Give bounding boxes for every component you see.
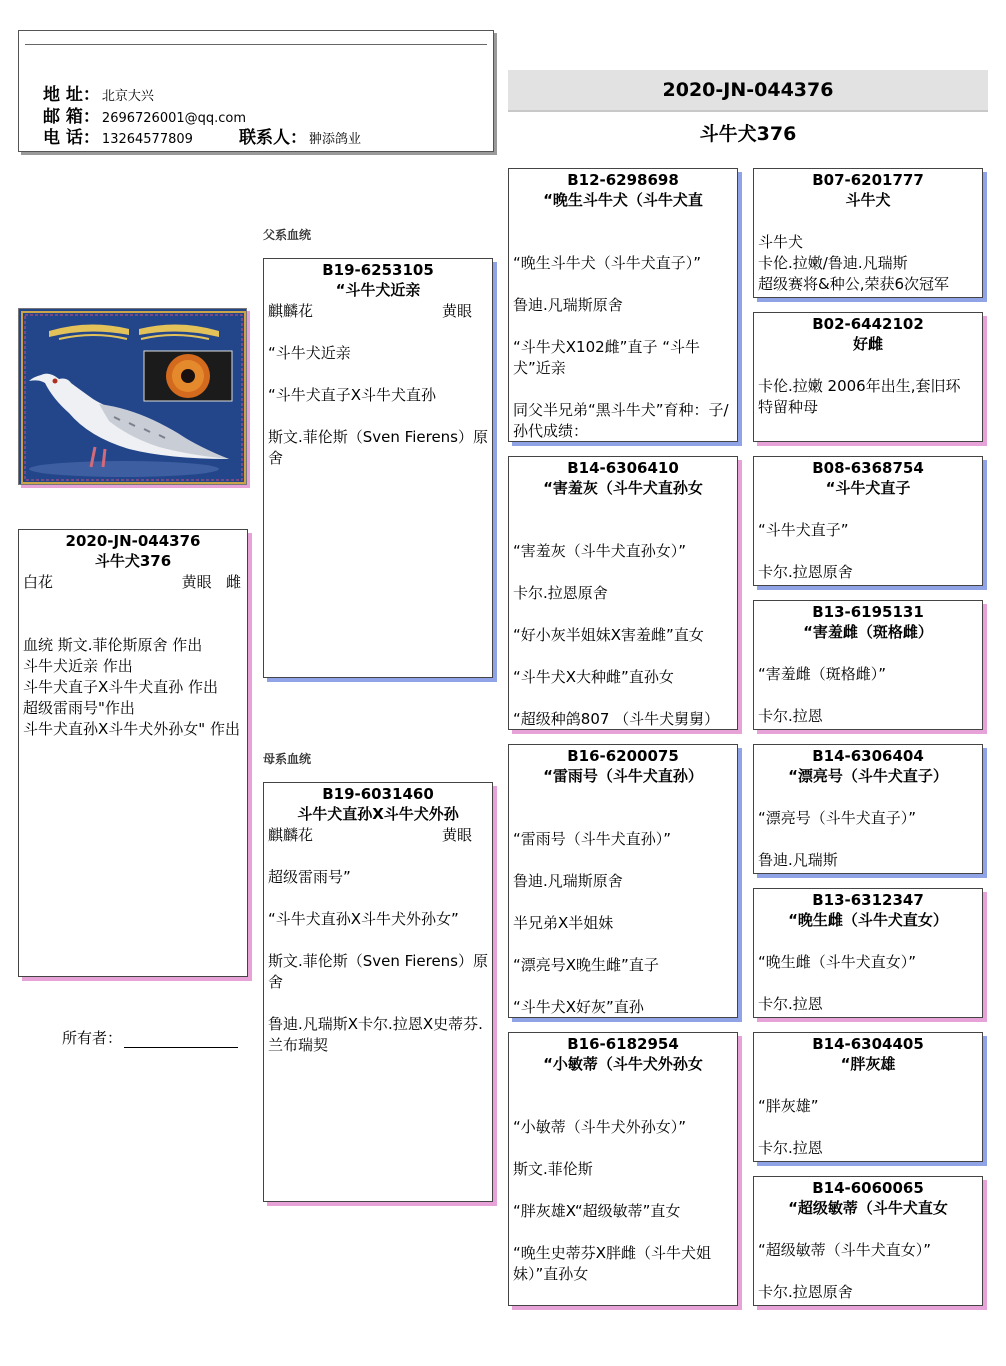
grandparent-card-1: [508, 168, 738, 442]
ggp3-line: 卡尔.拉恩原舍: [758, 563, 853, 581]
ggp1-ring: B07-6201777: [812, 171, 924, 189]
ggp2-line: 特留种母: [758, 398, 819, 416]
gp3-line: 鲁迪.凡瑞斯原舍: [513, 872, 623, 890]
email-row: [43, 107, 246, 129]
phone-label: 电 话：: [43, 128, 100, 148]
sire-line: “斗牛犬直子X斗牛犬直孙: [268, 386, 437, 404]
contact-person-label: 联系人：: [239, 128, 308, 148]
pigeon-photo: [18, 308, 247, 485]
owner-field: [62, 1028, 238, 1048]
ggp5-line: “漂亮号（斗牛犬直子）”: [758, 809, 917, 827]
ggp8-name: “超级敏蒂（斗牛犬直女: [788, 1199, 948, 1217]
ggp2-name: 好雌: [852, 335, 883, 353]
gp2-line: “好小灰半姐妹X害羞雌”直女: [513, 626, 704, 644]
subject-line: 斗牛犬直孙X斗牛犬外孙女" 作出: [23, 720, 240, 738]
sire-name: “斗牛犬近亲: [335, 281, 421, 299]
gp2-line: “超级种鸽807 （斗牛犬舅舅）: [513, 710, 720, 728]
ggp7-name: “胖灰雄: [840, 1055, 896, 1073]
ggp3-name: “斗牛犬直子: [825, 479, 911, 497]
ggp1-line: 卡伦.拉嫩/鲁迪.凡瑞斯: [758, 254, 908, 272]
subject-color: 白花: [23, 573, 54, 591]
gp3-name: “雷雨号（斗牛犬直孙）: [543, 767, 703, 785]
great-grandparent-card-5: [753, 744, 983, 874]
great-grandparent-card-4: [753, 600, 983, 730]
ggp7-line: “胖灰雄”: [758, 1097, 819, 1115]
owner-signature-line[interactable]: [124, 1033, 238, 1048]
dam-card: [263, 782, 493, 1202]
ggp5-line: 鲁迪.凡瑞斯: [758, 851, 838, 869]
dam-line: 超级雷雨号”: [268, 868, 351, 886]
ggp6-ring: B13-6312347: [812, 891, 924, 909]
gp3-line: “漂亮号X晚生雌”直子: [513, 956, 659, 974]
ggp1-line: 超级赛将&种公,荣获6次冠军: [758, 275, 950, 293]
ggp4-ring: B13-6195131: [812, 603, 924, 621]
gp2-ring: B14-6306410: [567, 459, 679, 477]
email-label: 邮 箱：: [43, 107, 100, 127]
ggp8-ring: B14-6060065: [812, 1179, 924, 1197]
gp4-name: “小敏蒂（斗牛犬外孙女: [543, 1055, 703, 1073]
dam-ring: B19-6031460: [322, 785, 434, 803]
great-grandparent-card-2: [753, 312, 983, 442]
great-grandparent-card-1: [753, 168, 983, 298]
ggp2-line: 卡伦.拉嫩 2006年出生,套旧环: [758, 377, 961, 395]
sire-card: [263, 258, 493, 678]
ggp5-ring: B14-6306404: [812, 747, 924, 765]
sire-line: 斯文.菲伦斯（Sven Fierens）原舍: [268, 428, 488, 467]
email-value: 2696726001@qq.com: [101, 111, 247, 126]
subject-ring: 2020-JN-044376: [65, 532, 201, 550]
address-row: [43, 85, 154, 107]
gp1-line: 鲁迪.凡瑞斯原舍: [513, 296, 623, 314]
gp4-line: “胖灰雄X“超级敏蒂”直女: [513, 1202, 681, 1220]
ggp7-ring: B14-6304405: [812, 1035, 924, 1053]
sire-section-label: 父系血统: [263, 228, 312, 242]
gp1-line: “斗牛犬X102雌”直子 “斗牛犬”近亲: [513, 338, 700, 377]
gp3-line: 半兄弟X半姐妹: [513, 914, 614, 932]
gp4-line: 斯文.菲伦斯: [513, 1160, 593, 1178]
gp4-line: “小敏蒂（斗牛犬外孙女）”: [513, 1118, 687, 1136]
gp3-line: “雷雨号（斗牛犬直孙）”: [513, 830, 672, 848]
sire-eye: 黄眼: [441, 302, 472, 320]
gp1-name: “晚生斗牛犬（斗牛犬直: [543, 191, 703, 209]
phone-value: 13264577809: [101, 132, 193, 147]
ggp6-name: “晚生雌（斗牛犬直女）: [788, 911, 948, 929]
great-grandparent-card-3: [753, 456, 983, 586]
ggp8-line: 卡尔.拉恩原舍: [758, 1283, 853, 1301]
grandparent-card-2: [508, 456, 738, 730]
great-grandparent-card-7: [753, 1032, 983, 1162]
gp3-ring: B16-6200075: [567, 747, 679, 765]
gp1-line: 同父半兄弟“黑斗牛犬”育种：子/孙代成绩：: [513, 401, 729, 440]
ggp6-line: “晚生雌（斗牛犬直女）”: [758, 953, 917, 971]
subject-card: [18, 529, 248, 977]
pigeon-photo-illustration: [19, 309, 247, 485]
grandparent-card-4: [508, 1032, 738, 1306]
contact-person-value: 翀添鸽业: [309, 132, 362, 147]
ggp3-line: “斗牛犬直子”: [758, 521, 849, 539]
subject-line: 斗牛犬直子X斗牛犬直孙 作出: [23, 678, 219, 696]
owner-label: 所有者：: [62, 1029, 123, 1047]
subject-name: 斗牛犬376: [94, 552, 172, 570]
sire-traits: [264, 301, 492, 322]
ggp1-line: 斗牛犬: [758, 233, 804, 251]
dam-line: 斯文.菲伦斯（Sven Fierens）原舍: [268, 952, 488, 991]
subject-traits: [19, 572, 247, 593]
contact-divider: [25, 44, 487, 45]
dam-traits: [264, 825, 492, 846]
ggp7-line: 卡尔.拉恩: [758, 1139, 823, 1157]
pedigree-ring-title: 2020-JN-044376: [508, 70, 988, 112]
ggp4-line: 卡尔.拉恩: [758, 707, 823, 725]
gp3-line: “斗牛犬X好灰”直孙: [513, 998, 644, 1016]
subject-line: 血统 斯文.菲伦斯原舍 作出: [23, 636, 203, 654]
subject-eye: 黄眼: [181, 573, 212, 591]
gp4-ring: B16-6182954: [567, 1035, 679, 1053]
gp2-line: “害羞灰（斗牛犬直孙女）”: [513, 542, 687, 560]
gp4-line: “晚生史蒂芬X胖雌（斗牛犬姐妹）”直孙女: [513, 1244, 712, 1283]
dam-color: 麒麟花: [268, 826, 314, 844]
sire-color: 麒麟花: [268, 302, 314, 320]
ggp4-name: “害羞雌（斑格雌）: [803, 623, 933, 641]
gp2-name: “害羞灰（斗牛犬直孙女: [543, 479, 703, 497]
address-value: 北京大兴: [101, 89, 154, 104]
pedigree-name-title: 斗牛犬376: [699, 123, 797, 145]
grandparent-card-3: [508, 744, 738, 1018]
subject-sex: 雌: [225, 573, 241, 591]
dam-line: 鲁迪.凡瑞斯X卡尔.拉恩X史蒂芬.兰布瑞契: [268, 1015, 483, 1054]
gp1-ring: B12-6298698: [567, 171, 679, 189]
dam-section-label: 母系血统: [263, 752, 312, 766]
ggp3-ring: B08-6368754: [812, 459, 924, 477]
ggp1-name: 斗牛犬: [845, 191, 891, 209]
dam-name: 斗牛犬直孙X斗牛犬外孙: [297, 805, 459, 823]
phone-row: [43, 128, 361, 150]
ggp8-line: “超级敏蒂（斗牛犬直女）”: [758, 1241, 932, 1259]
great-grandparent-card-6: [753, 888, 983, 1018]
contact-box: [18, 30, 494, 152]
ggp2-ring: B02-6442102: [812, 315, 924, 333]
gp1-line: “晚生斗牛犬（斗牛犬直子）”: [513, 254, 702, 272]
gp2-line: “斗牛犬X大种雌”直孙女: [513, 668, 674, 686]
ggp4-line: “害羞雌（斑格雌）”: [758, 665, 887, 683]
great-grandparent-card-8: [753, 1176, 983, 1306]
address-label: 地 址：: [43, 85, 100, 105]
ggp5-name: “漂亮号（斗牛犬直子）: [788, 767, 948, 785]
sire-line: “斗牛犬近亲: [268, 344, 351, 362]
subject-line: 斗牛犬近亲 作出: [23, 657, 133, 675]
dam-line: “斗牛犬直孙X斗牛犬外孙女”: [268, 910, 459, 928]
ggp6-line: 卡尔.拉恩: [758, 995, 823, 1013]
gp2-line: 卡尔.拉恩原舍: [513, 584, 608, 602]
sire-ring: B19-6253105: [322, 261, 434, 279]
dam-eye: 黄眼: [441, 826, 472, 844]
subject-line: 超级雷雨号"作出: [23, 699, 135, 717]
